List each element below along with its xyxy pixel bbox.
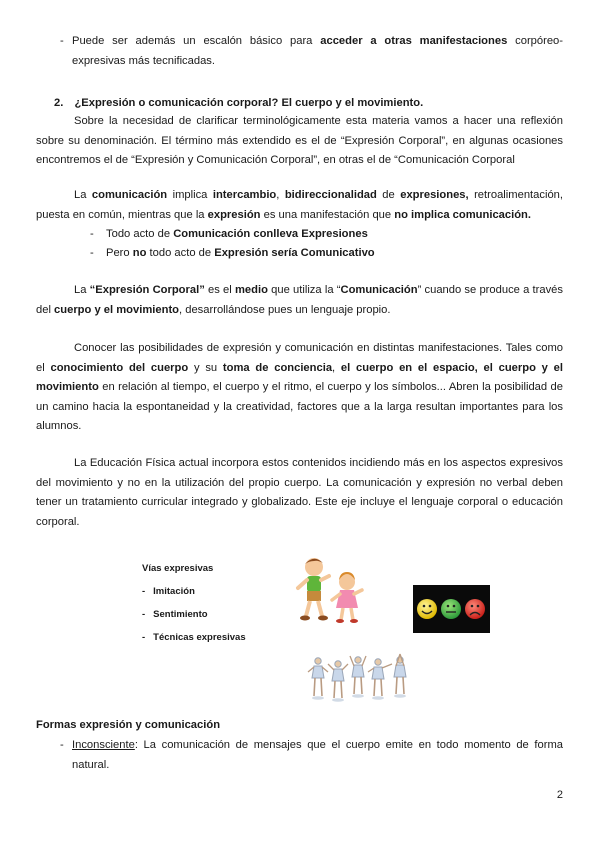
children-dancing-illustration: [292, 554, 368, 626]
communication-paragraph: La comunicación implica intercambio, bidireccionalidad de expresiones, retroalimentación, puesta en común, mientras que la expresión es una manifestación que no implica comunicación.: [36, 189, 563, 221]
communication-bullet-2: - Pero no todo acto de Expresión sería Comunicativo: [90, 247, 375, 259]
page-number: 2: [556, 789, 563, 801]
dash-marker: -: [60, 35, 64, 47]
vias-item: - Técnicas expresivas: [142, 632, 246, 643]
corporal-expression-paragraph: La “Expresión Corporal” es el medio que utiliza la “Comunicación” cuando se produce a través del cuerpo y el movimiento, desarrollándose pues un lenguaje propio.: [36, 284, 563, 316]
smiley-faces-icon: [413, 585, 490, 633]
forms-item-label: Inconsciente: [72, 739, 135, 751]
section-title: ¿Expresión o comunicación corporal? El cuerpo y el movimiento.: [74, 97, 424, 109]
communication-bullet-1: - Todo acto de Comunicación conlleva Expresiones: [90, 228, 368, 240]
vias-item: - Imitación: [142, 586, 195, 597]
ballet-dancers-illustration: [306, 652, 412, 702]
vias-expresivas-list: [142, 562, 282, 645]
intro-bullet-text: Puede ser además un escalón básico para acceder a otras manifestaciones corpóreo-expresivas más tecnificadas.: [72, 35, 564, 67]
forms-heading: Formas expresión y comunicación: [36, 719, 221, 731]
emotions-smileys-image: [413, 585, 490, 633]
vias-title: Vías expresivas: [142, 563, 214, 574]
section-paragraph: Sobre la necesidad de clarificar terminológicamente esta materia vamos a hacer una reflexión sobre su denominación. El término más extendido es el de “Expresión Corporal”, en algunas ocasiones encontremos el de “Expresión y Comunicación Corporal”, en otras el de “Comunicación Corporal: [36, 115, 563, 166]
intro-bullet: [60, 32, 563, 71]
vias-item: - Sentimiento: [142, 609, 208, 620]
section-heading: [54, 94, 563, 114]
forms-bullet: - Inconsciente: La comunicación de mensajes que el cuerpo emite en todo momento de forma natural.: [60, 739, 563, 771]
section-number: 2.: [54, 97, 64, 109]
knowledge-paragraph: Conocer las posibilidades de expresión y comunicación en distintas manifestaciones. Tales como el conocimiento del cuerpo y su toma de conciencia, el cuerpo en el espacio, el cuerpo y el movimiento en relación al tiempo, el cuerpo y el ritmo, el cuerpo y los símbolos... Abren la posibilidad de un camino hacia la espontaneidad y la creatividad, factores que a la larga resultan importantes para los alumnos.: [36, 342, 563, 432]
physical-education-paragraph: La Educación Física actual incorpora estos contenidos incidiendo más en los aspectos expresivos del movimiento y no en la utilización del propio cuerpo. La comunicación y expresión no verbal deben tener un tratamiento curricular integrado y globalizado. Este eje incluye el lenguaje corporal o educación corporal.: [36, 457, 563, 528]
